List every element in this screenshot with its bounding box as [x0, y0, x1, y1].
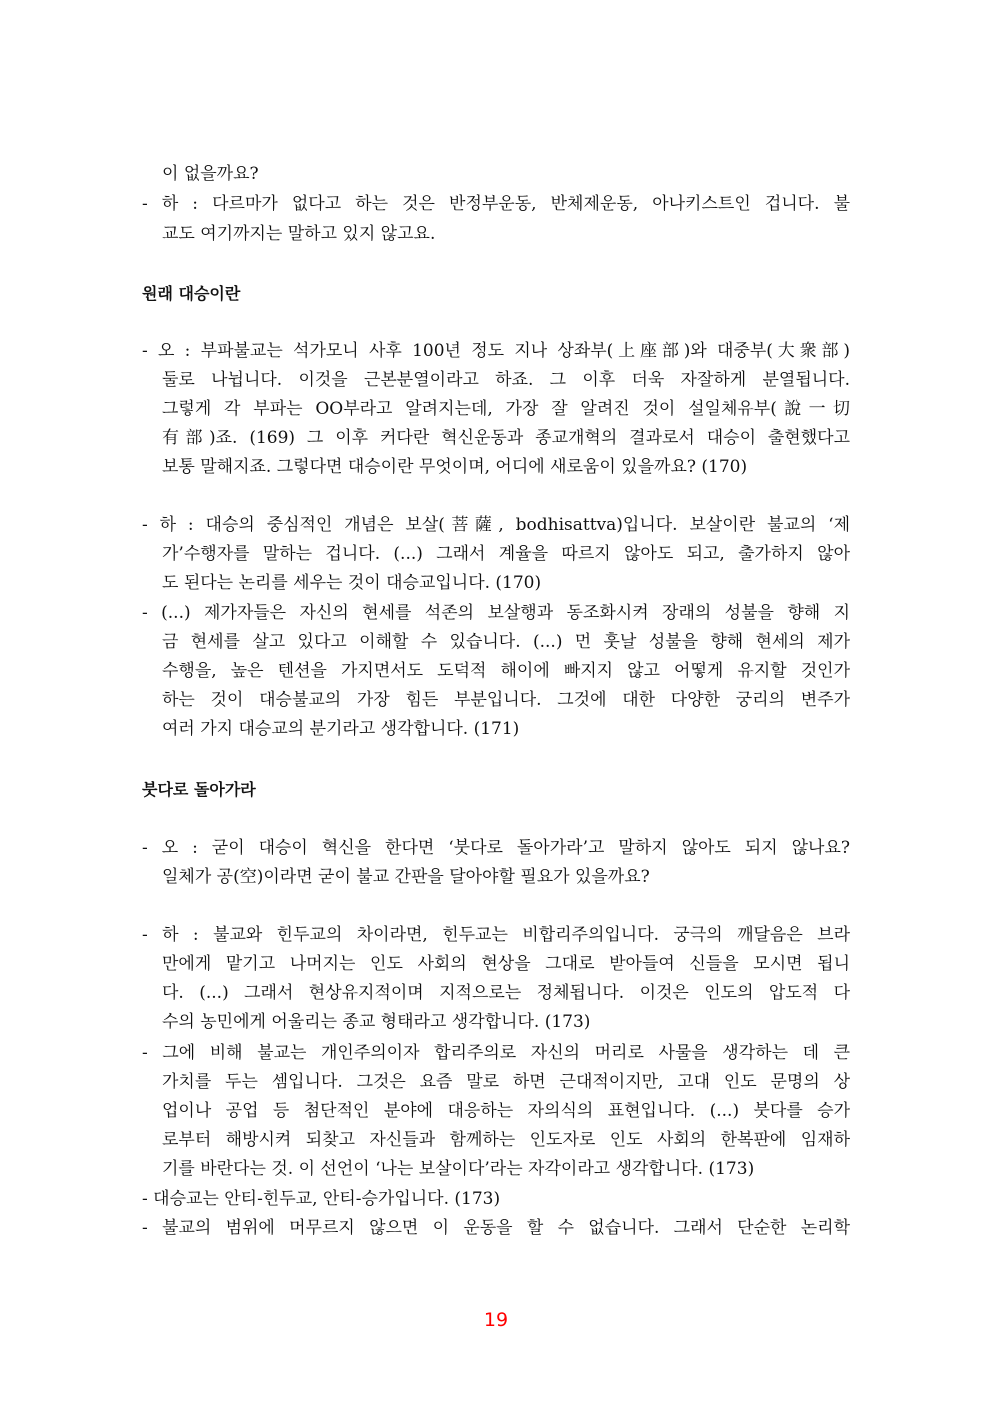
body-text-line: 금 현세를 살고 있다고 이해할 수 있습니다. (...) 먼 훗날 성불을 향해 현세의 제가 — [162, 632, 850, 652]
body-text-line: 가’수행자를 말하는 겁니다. (...) 그래서 계율을 따르지 않아도 되고, 출가하지 않아 — [162, 544, 850, 564]
page-number: 19 — [483, 1309, 509, 1331]
body-text-line: 다. (...) 그래서 현상유지적이며 지적으로는 정체됩니다. 이것은 인도의 압도적 다 — [162, 983, 850, 1003]
body-text-line: - 오 : 부파불교는 석가모니 사후 100년 정도 지나 상좌부(上座部)와 대중부(大衆部) — [142, 341, 850, 361]
section-heading: 원래 대승이란 — [142, 284, 241, 303]
body-text-line: - 오 : 굳이 대승이 혁신을 한다면 ‘붓다로 돌아가라’고 말하지 않아도 되지 않나요? — [142, 838, 850, 858]
body-text-line: 수의 농민에게 어울리는 종교 형태라고 생각합니다. (173) — [162, 1012, 591, 1032]
body-text-line: 하는 것이 대승불교의 가장 힘든 부분입니다. 그것에 대한 다양한 궁리의 변주가 — [162, 690, 850, 710]
body-text-line: 만에게 맡기고 나머지는 인도 사회의 현상을 그대로 받아들여 신들을 모시면 됩니 — [162, 954, 850, 974]
body-text-line: 보통 말해지죠. 그렇다면 대승이란 무엇이며, 어디에 새로움이 있을까요? (170) — [162, 457, 748, 477]
body-text-line: 수행을, 높은 텐션을 가지면서도 도덕적 해이에 빠지지 않고 어떻게 유지할 것인가 — [162, 661, 850, 681]
body-text-line: - 그에 비해 불교는 개인주의이자 합리주의로 자신의 머리로 사물을 생각하는 데 큰 — [142, 1043, 850, 1063]
body-text-line: 일체가 공(空)이라면 굳이 불교 간판을 달아야할 필요가 있을까요? — [162, 867, 650, 887]
body-text-line: 둘로 나뉩니다. 이것을 근본분열이라고 하죠. 그 이후 더욱 자잘하게 분열됩니다. — [162, 370, 850, 390]
body-text-line: 업이나 공업 등 첨단적인 분야에 대응하는 자의식의 표현입니다. (...) 붓다를 승가 — [162, 1101, 850, 1121]
body-text-line: 기를 바란다는 것. 이 선언이 ‘나는 보살이다’라는 자각이라고 생각합니다. (173) — [162, 1159, 755, 1179]
body-text-line: 가치를 두는 셈입니다. 그것은 요즘 말로 하면 근대적이지만, 고대 인도 문명의 상 — [162, 1072, 850, 1092]
body-text-line: - 하 : 불교와 힌두교의 차이라면, 힌두교는 비합리주의입니다. 궁극의 깨달음은 브라 — [142, 925, 850, 945]
body-text-line: - 하 : 다르마가 없다고 하는 것은 반정부운동, 반체제운동, 아나키스트인 겁니다. 불 — [142, 194, 850, 214]
body-text-line: 그렇게 각 부파는 OO부라고 알려지는데, 가장 잘 알려진 것이 설일체유부(說一切 — [162, 399, 850, 419]
body-text-line: - 하 : 대승의 중심적인 개념은 보살(菩薩, bodhisattva)입니다. 보살이란 불교의 ‘제 — [142, 515, 850, 535]
body-text-line: 이 없을까요? — [162, 164, 259, 184]
body-text-line: 교도 여기까지는 말하고 있지 않고요. — [162, 224, 436, 244]
body-text-line: 여러 가지 대승교의 분기라고 생각합니다. (171) — [162, 719, 520, 739]
body-text-line: 有部)죠. (169) 그 이후 커다란 혁신운동과 종교개혁의 결과로서 대승이 출현했다고 — [162, 428, 850, 448]
body-text-line: - (...) 제가자들은 자신의 현세를 석존의 보살행과 동조화시켜 장래의 성불을 향해 지 — [142, 603, 850, 623]
body-text-line: - 불교의 범위에 머무르지 않으면 이 운동을 할 수 없습니다. 그래서 단순한 논리학 — [142, 1218, 850, 1238]
section-heading: 붓다로 돌아가라 — [142, 780, 256, 799]
body-text-line: 도 된다는 논리를 세우는 것이 대승교입니다. (170) — [162, 573, 542, 593]
body-text-line: - 대승교는 안티-힌두교, 안티-승가입니다. (173) — [142, 1189, 501, 1209]
body-text-line: 로부터 해방시켜 되찾고 자신들과 함께하는 인도자로 인도 사회의 한복판에 임재하 — [162, 1130, 850, 1150]
